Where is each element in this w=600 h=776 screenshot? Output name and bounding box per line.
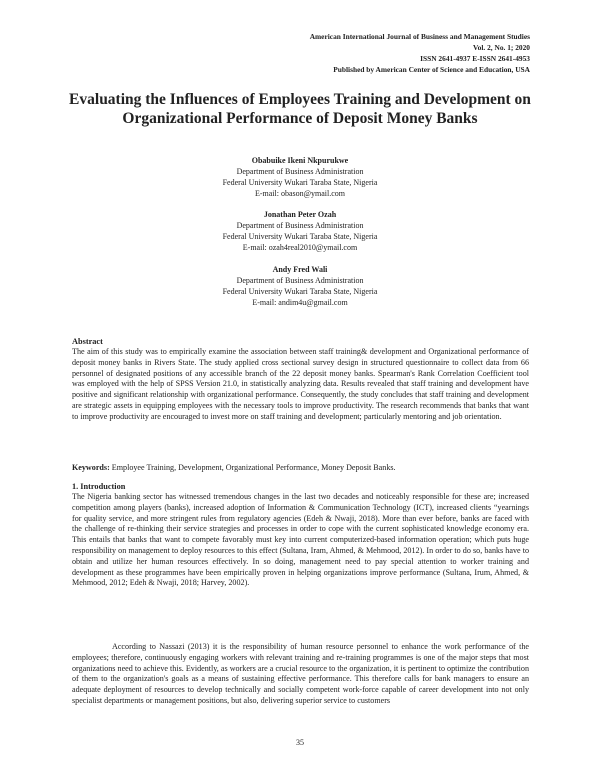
abstract-heading: Abstract (72, 337, 103, 346)
introduction-paragraph: The Nigeria banking sector has witnessed tremendous changes in the last two decades and noticeably responsible for these are; increased competition among players (banks), increased adoption of Information & Communication Technology (ICT), increased clients “yearnings for quality service, and more stringent rules from regulatory agencies (Edeh & Nwaji, 2018). More than ever before, banks are faced with the challenge of re-thinking their service strategies and processes in order to cope with the current sophisticated knowledge economy era. This entails that banks that want to compete favorably must key into current computerized-based information operation; which puts huge responsibility on management to deploy resources to this effect (Sultana, Iram, Ahmed, & Mehmood, 2012). In order to do so, banks have to obtain and utilize her human resources effectively. In so doing, management need to pay special attention to worker training and development as these programmes have been empirically proven in helping organizations improve performance (Sultana, Irum, Ahmed, & Mehmood, 2012; Edeh & Nwaji, 2018; Harvey, 2002). (72, 492, 529, 588)
journal-issn: ISSN 2641-4937 E-ISSN 2641-4953 (420, 54, 530, 63)
paper-title: Evaluating the Influences of Employees Training and Development on Organizational Performance of Deposit Money Banks (69, 91, 531, 127)
author-block (150, 209, 450, 253)
author-name: Jonathan Peter Ozah (263, 210, 337, 219)
journal-header (310, 31, 530, 75)
author-email: E-mail: obason@ymail.com (254, 189, 345, 198)
journal-publisher: Published by American Center of Science and Education, USA (333, 65, 530, 74)
introduction-paragraph: According to Nassazi (2013) it is the responsibility of human resource personnel to enhance the work performance of the employees; therefore, continuously engaging workers with relevant training and re-training programmes is one of the major steps that most organizations need to achieve this. Evidently, as workers are a crucial resource to the organization, it is pertinent to optimize the contribution of them to the organization's goals as a means of sustaining effective performance. This therefore calls for bank managers to ensure an adequate deployment of resources to develop technically and socially competent work-force capable of career development into not only specialist departments or management positions, but also, delivering superior service to customers (72, 642, 529, 705)
abstract-text: The aim of this study was to empirically examine the association between staff training& development and Organizational performance of deposit money banks in Rivers State. The study applied cross sectional survey design in structured questionnaire to collect data from 66 personnel of designated positions of any accessible branch of the 22 deposit money banks. Spearman's Rank Correlation Coefficient tool was employed with the help of SPSS Version 21.0, in statistically analyzing data. Results revealed that staff training and development have positive and significant relationship with organizational performance. Consequently, the study concludes that staff training and development are strategic assets in equipping employees with the necessary tools to improve productivity. The research recommends that banks that want to improve productivity are encouraged to invest more on staff training and development; particularly mentoring and job orientation. (72, 347, 529, 421)
journal-volume: Vol. 2, No. 1; 2020 (472, 43, 530, 52)
author-email: E-mail: andim4u@gmail.com (252, 298, 348, 307)
author-email: E-mail: ozah4real2010@ymail.com (242, 243, 358, 252)
author-affiliation: Federal University Wukari Taraba State, Nigeria (222, 178, 378, 187)
journal-name: American International Journal of Business and Management Studies (309, 32, 530, 41)
author-department: Department of Business Administration (236, 276, 364, 285)
keywords-label: Keywords: (72, 463, 110, 472)
author-block (150, 264, 450, 308)
introduction-heading: 1. Introduction (72, 482, 126, 491)
page-number: 35 (296, 738, 304, 747)
keywords-line (72, 462, 529, 473)
author-department: Department of Business Administration (236, 167, 364, 176)
keywords-text: Employee Training, Development, Organizational Performance, Money Deposit Banks. (109, 463, 396, 472)
author-affiliation: Federal University Wukari Taraba State, Nigeria (222, 287, 378, 296)
author-name: Andy Fred Wali (272, 265, 328, 274)
author-affiliation: Federal University Wukari Taraba State, Nigeria (222, 232, 378, 241)
author-block (150, 155, 450, 199)
author-department: Department of Business Administration (236, 221, 364, 230)
author-name: Obabuike Ikeni Nkpurukwe (251, 156, 349, 165)
